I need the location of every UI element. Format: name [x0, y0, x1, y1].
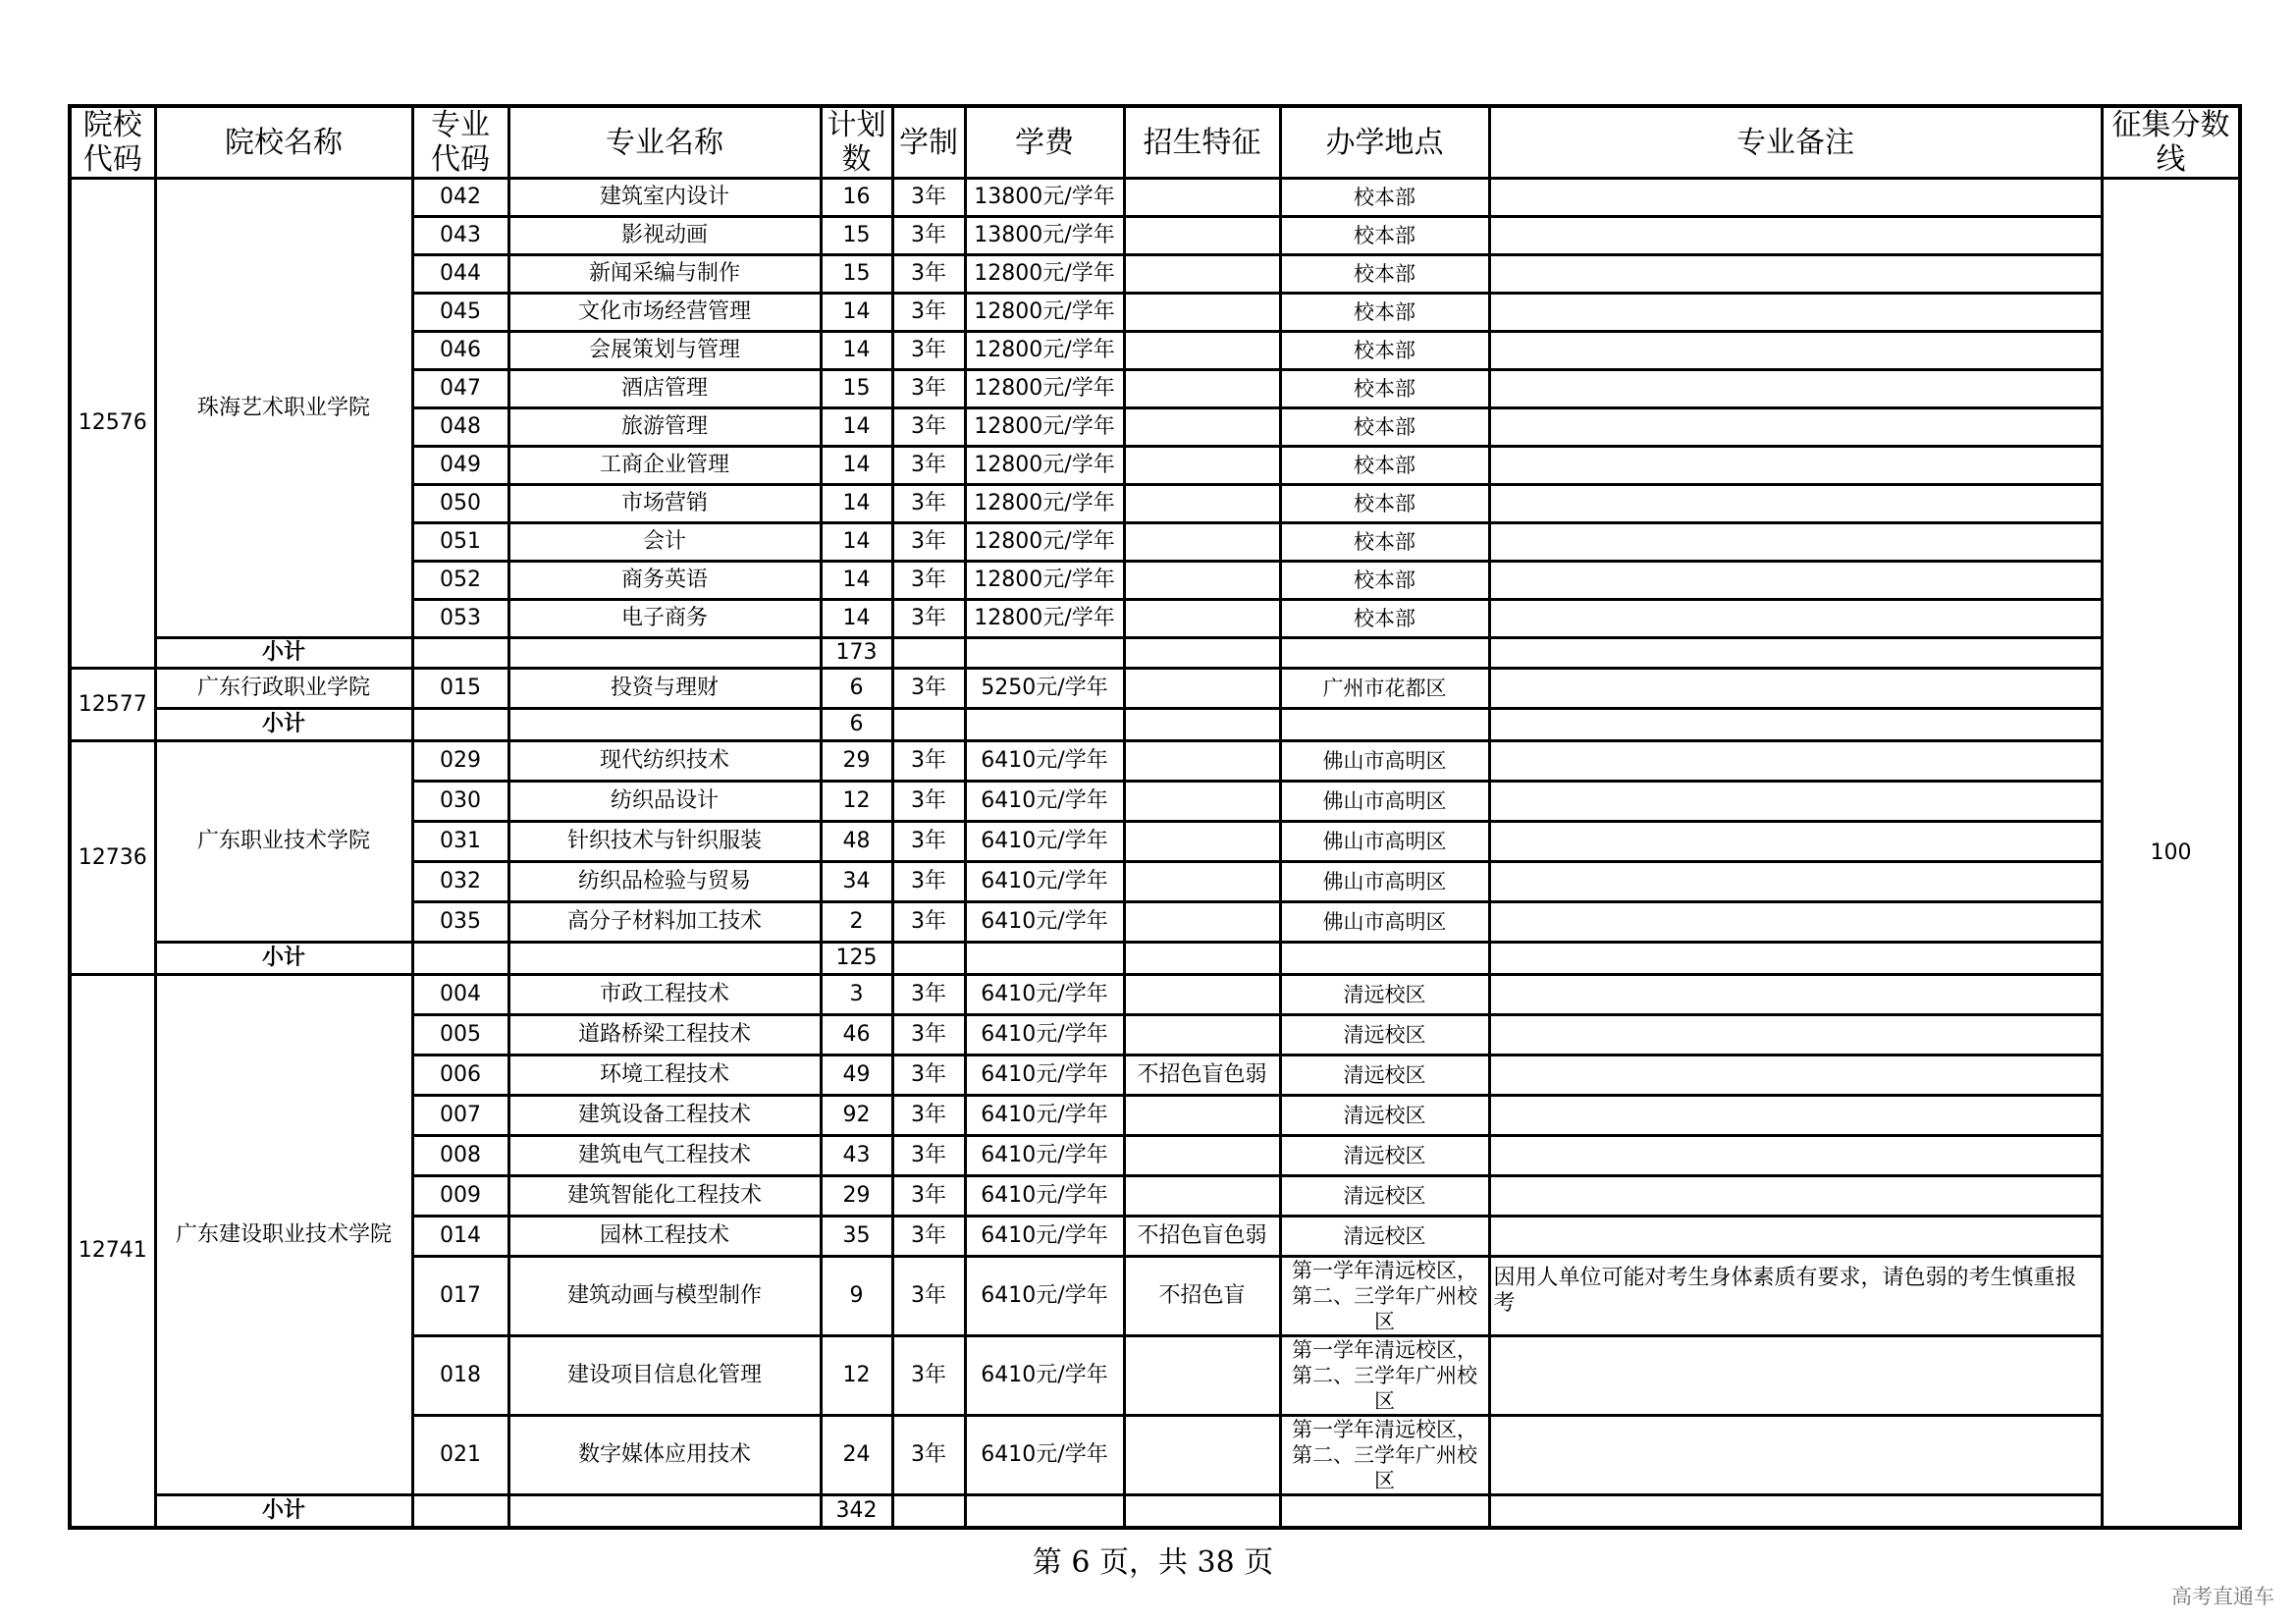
duration: 3年 — [892, 902, 965, 943]
empty-cell — [1124, 1495, 1280, 1529]
major-name: 商务英语 — [508, 562, 821, 600]
admission-feature — [1124, 822, 1280, 862]
admission-plan-table — [68, 104, 2242, 1530]
major-remark — [1489, 408, 2102, 447]
tuition-fee: 12800元/学年 — [965, 447, 1124, 485]
empty-cell — [508, 638, 821, 669]
empty-cell — [1124, 709, 1280, 741]
major-code: 043 — [412, 217, 508, 255]
campus-location: 校本部 — [1280, 179, 1489, 217]
plan-count: 29 — [821, 741, 892, 782]
campus-location: 校本部 — [1280, 294, 1489, 332]
tuition-fee: 6410元/学年 — [965, 862, 1124, 902]
duration: 3年 — [892, 217, 965, 255]
campus-location: 校本部 — [1280, 523, 1489, 562]
school-code: 12576 — [70, 179, 155, 669]
plan-count: 14 — [821, 523, 892, 562]
tuition-fee: 6410元/学年 — [965, 1176, 1124, 1217]
major-name: 园林工程技术 — [508, 1217, 821, 1257]
major-name: 文化市场经营管理 — [508, 294, 821, 332]
duration: 3年 — [892, 255, 965, 294]
campus-location: 校本部 — [1280, 217, 1489, 255]
table-row — [70, 975, 2240, 1015]
duration: 3年 — [892, 1176, 965, 1217]
tuition-fee: 13800元/学年 — [965, 179, 1124, 217]
table-row — [70, 179, 2240, 217]
campus-location: 清远校区 — [1280, 1136, 1489, 1176]
empty-cell — [412, 943, 508, 975]
plan-count: 14 — [821, 447, 892, 485]
major-remark — [1489, 332, 2102, 370]
school-name: 广东建设职业技术学院 — [155, 975, 412, 1495]
campus-location: 校本部 — [1280, 600, 1489, 638]
page-content — [68, 104, 2238, 1581]
header-fee: 学费 — [965, 106, 1124, 179]
major-name: 电子商务 — [508, 600, 821, 638]
duration: 3年 — [892, 1257, 965, 1336]
duration: 3年 — [892, 447, 965, 485]
subtotal-label: 小计 — [155, 709, 412, 741]
tuition-fee: 6410元/学年 — [965, 1217, 1124, 1257]
major-code: 008 — [412, 1136, 508, 1176]
major-remark — [1489, 902, 2102, 943]
empty-cell — [892, 638, 965, 669]
header-location: 办学地点 — [1280, 106, 1489, 179]
empty-cell — [508, 709, 821, 741]
empty-cell — [965, 709, 1124, 741]
admission-feature — [1124, 1416, 1280, 1495]
admission-feature: 不招色盲 — [1124, 1257, 1280, 1336]
subtotal-row — [70, 943, 2240, 975]
major-name: 数字媒体应用技术 — [508, 1416, 821, 1495]
major-code: 045 — [412, 294, 508, 332]
campus-location: 第一学年清远校区，第二、三学年广州校区 — [1280, 1416, 1489, 1495]
tuition-fee: 6410元/学年 — [965, 1136, 1124, 1176]
major-remark — [1489, 862, 2102, 902]
campus-location: 清远校区 — [1280, 1015, 1489, 1056]
duration: 3年 — [892, 975, 965, 1015]
campus-location: 佛山市高明区 — [1280, 741, 1489, 782]
plan-count: 48 — [821, 822, 892, 862]
major-code: 051 — [412, 523, 508, 562]
school-name: 广东行政职业学院 — [155, 669, 412, 709]
empty-cell — [1489, 638, 2102, 669]
duration: 3年 — [892, 1096, 965, 1136]
plan-count: 14 — [821, 562, 892, 600]
subtotal-row — [70, 638, 2240, 669]
page-number: 第 6 页，共 38 页 — [1032, 1545, 1274, 1580]
header-major-name: 专业名称 — [508, 106, 821, 179]
admission-feature — [1124, 1336, 1280, 1416]
subtotal-label: 小计 — [155, 638, 412, 669]
empty-cell — [1124, 638, 1280, 669]
major-remark — [1489, 562, 2102, 600]
table-body — [70, 179, 2240, 1529]
major-name: 现代纺织技术 — [508, 741, 821, 782]
duration: 3年 — [892, 782, 965, 822]
major-code: 007 — [412, 1096, 508, 1136]
major-remark — [1489, 255, 2102, 294]
major-code: 014 — [412, 1217, 508, 1257]
plan-count: 24 — [821, 1416, 892, 1495]
plan-count: 12 — [821, 782, 892, 822]
empty-cell — [1489, 709, 2102, 741]
tuition-fee: 6410元/学年 — [965, 822, 1124, 862]
major-name: 高分子材料加工技术 — [508, 902, 821, 943]
campus-location: 清远校区 — [1280, 1217, 1489, 1257]
plan-count: 6 — [821, 669, 892, 709]
duration: 3年 — [892, 822, 965, 862]
duration: 3年 — [892, 523, 965, 562]
admission-feature — [1124, 294, 1280, 332]
plan-count: 46 — [821, 1015, 892, 1056]
campus-location: 广州市花都区 — [1280, 669, 1489, 709]
empty-cell — [892, 1495, 965, 1529]
subtotal-plan: 125 — [821, 943, 892, 975]
plan-count: 16 — [821, 179, 892, 217]
score-line: 100 — [2102, 179, 2240, 1529]
major-code: 021 — [412, 1416, 508, 1495]
admission-feature — [1124, 255, 1280, 294]
major-code: 006 — [412, 1056, 508, 1096]
empty-cell — [412, 638, 508, 669]
duration: 3年 — [892, 1336, 965, 1416]
tuition-fee: 12800元/学年 — [965, 255, 1124, 294]
campus-location: 校本部 — [1280, 255, 1489, 294]
plan-count: 3 — [821, 975, 892, 1015]
major-name: 建筑设备工程技术 — [508, 1096, 821, 1136]
major-code: 029 — [412, 741, 508, 782]
major-name: 旅游管理 — [508, 408, 821, 447]
major-remark — [1489, 741, 2102, 782]
campus-location: 校本部 — [1280, 562, 1489, 600]
tuition-fee: 12800元/学年 — [965, 370, 1124, 408]
plan-count: 15 — [821, 255, 892, 294]
tuition-fee: 12800元/学年 — [965, 562, 1124, 600]
major-remark — [1489, 600, 2102, 638]
tuition-fee: 6410元/学年 — [965, 902, 1124, 943]
duration: 3年 — [892, 294, 965, 332]
major-remark — [1489, 1416, 2102, 1495]
subtotal-plan: 173 — [821, 638, 892, 669]
major-name: 建筑电气工程技术 — [508, 1136, 821, 1176]
tuition-fee: 12800元/学年 — [965, 294, 1124, 332]
tuition-fee: 13800元/学年 — [965, 217, 1124, 255]
tuition-fee: 6410元/学年 — [965, 1015, 1124, 1056]
major-remark — [1489, 975, 2102, 1015]
major-code: 048 — [412, 408, 508, 447]
major-remark — [1489, 485, 2102, 523]
plan-count: 92 — [821, 1096, 892, 1136]
duration: 3年 — [892, 332, 965, 370]
duration: 3年 — [892, 862, 965, 902]
empty-cell — [1124, 943, 1280, 975]
tuition-fee: 12800元/学年 — [965, 600, 1124, 638]
campus-location: 佛山市高明区 — [1280, 782, 1489, 822]
admission-feature — [1124, 1176, 1280, 1217]
major-name: 投资与理财 — [508, 669, 821, 709]
campus-location: 佛山市高明区 — [1280, 862, 1489, 902]
empty-cell — [412, 709, 508, 741]
header-remark: 专业备注 — [1489, 106, 2102, 179]
major-remark — [1489, 1336, 2102, 1416]
campus-location: 清远校区 — [1280, 975, 1489, 1015]
major-code: 044 — [412, 255, 508, 294]
major-name: 新闻采编与制作 — [508, 255, 821, 294]
duration: 3年 — [892, 600, 965, 638]
header-duration: 学制 — [892, 106, 965, 179]
tuition-fee: 12800元/学年 — [965, 332, 1124, 370]
major-remark — [1489, 1217, 2102, 1257]
duration: 3年 — [892, 1056, 965, 1096]
plan-count: 2 — [821, 902, 892, 943]
major-remark — [1489, 523, 2102, 562]
duration: 3年 — [892, 485, 965, 523]
tuition-fee: 6410元/学年 — [965, 975, 1124, 1015]
empty-cell — [892, 709, 965, 741]
duration: 3年 — [892, 1015, 965, 1056]
tuition-fee: 12800元/学年 — [965, 485, 1124, 523]
header-score-line: 征集分数线 — [2102, 106, 2240, 179]
school-code: 12736 — [70, 741, 155, 975]
admission-feature — [1124, 600, 1280, 638]
major-code: 049 — [412, 447, 508, 485]
empty-cell — [1280, 943, 1489, 975]
admission-feature — [1124, 1096, 1280, 1136]
major-name: 市政工程技术 — [508, 975, 821, 1015]
tuition-fee: 12800元/学年 — [965, 523, 1124, 562]
admission-feature — [1124, 332, 1280, 370]
major-code: 032 — [412, 862, 508, 902]
major-code: 046 — [412, 332, 508, 370]
table-row — [70, 669, 2240, 709]
empty-cell — [1280, 709, 1489, 741]
plan-count: 9 — [821, 1257, 892, 1336]
major-name: 纺织品设计 — [508, 782, 821, 822]
watermark: 高考直通车 — [2171, 1585, 2274, 1608]
major-remark — [1489, 822, 2102, 862]
plan-count: 14 — [821, 485, 892, 523]
major-remark — [1489, 1136, 2102, 1176]
tuition-fee: 6410元/学年 — [965, 1096, 1124, 1136]
admission-feature — [1124, 975, 1280, 1015]
campus-location: 佛山市高明区 — [1280, 822, 1489, 862]
major-remark — [1489, 1096, 2102, 1136]
admission-feature: 不招色盲色弱 — [1124, 1056, 1280, 1096]
campus-location: 佛山市高明区 — [1280, 902, 1489, 943]
duration: 3年 — [892, 408, 965, 447]
major-remark — [1489, 782, 2102, 822]
tuition-fee: 6410元/学年 — [965, 782, 1124, 822]
major-code: 042 — [412, 179, 508, 217]
empty-cell — [965, 1495, 1124, 1529]
admission-feature — [1124, 1136, 1280, 1176]
admission-feature — [1124, 217, 1280, 255]
major-code: 005 — [412, 1015, 508, 1056]
admission-feature — [1124, 562, 1280, 600]
major-remark — [1489, 217, 2102, 255]
major-name: 酒店管理 — [508, 370, 821, 408]
plan-count: 14 — [821, 408, 892, 447]
duration: 3年 — [892, 179, 965, 217]
tuition-fee: 6410元/学年 — [965, 1257, 1124, 1336]
major-name: 建筑智能化工程技术 — [508, 1176, 821, 1217]
tuition-fee: 6410元/学年 — [965, 1416, 1124, 1495]
duration: 3年 — [892, 1136, 965, 1176]
major-remark — [1489, 294, 2102, 332]
subtotal-label: 小计 — [155, 1495, 412, 1529]
tuition-fee: 6410元/学年 — [965, 1056, 1124, 1096]
header-major-code: 专业代码 — [412, 106, 508, 179]
major-code: 009 — [412, 1176, 508, 1217]
tuition-fee: 6410元/学年 — [965, 741, 1124, 782]
major-name: 建筑室内设计 — [508, 179, 821, 217]
school-name: 珠海艺术职业学院 — [155, 179, 412, 638]
tuition-fee: 12800元/学年 — [965, 408, 1124, 447]
plan-count: 49 — [821, 1056, 892, 1096]
major-name: 环境工程技术 — [508, 1056, 821, 1096]
major-code: 031 — [412, 822, 508, 862]
empty-cell — [1489, 1495, 2102, 1529]
major-name: 针织技术与针织服装 — [508, 822, 821, 862]
campus-location: 第一学年清远校区，第二、三学年广州校区 — [1280, 1336, 1489, 1416]
major-code: 053 — [412, 600, 508, 638]
major-name: 建设项目信息化管理 — [508, 1336, 821, 1416]
plan-count: 15 — [821, 370, 892, 408]
plan-count: 14 — [821, 294, 892, 332]
duration: 3年 — [892, 370, 965, 408]
campus-location: 清远校区 — [1280, 1176, 1489, 1217]
duration: 3年 — [892, 741, 965, 782]
campus-location: 校本部 — [1280, 370, 1489, 408]
admission-feature — [1124, 669, 1280, 709]
duration: 3年 — [892, 1416, 965, 1495]
empty-cell — [965, 943, 1124, 975]
campus-location: 第一学年清远校区，第二、三学年广州校区 — [1280, 1257, 1489, 1336]
table-header-row — [70, 106, 2240, 179]
major-remark — [1489, 1015, 2102, 1056]
major-code: 004 — [412, 975, 508, 1015]
empty-cell — [892, 943, 965, 975]
empty-cell — [1489, 943, 2102, 975]
major-name: 道路桥梁工程技术 — [508, 1015, 821, 1056]
subtotal-plan: 342 — [821, 1495, 892, 1529]
major-code: 050 — [412, 485, 508, 523]
admission-feature: 不招色盲色弱 — [1124, 1217, 1280, 1257]
plan-count: 35 — [821, 1217, 892, 1257]
campus-location: 校本部 — [1280, 485, 1489, 523]
major-remark — [1489, 370, 2102, 408]
subtotal-row — [70, 709, 2240, 741]
major-name: 会计 — [508, 523, 821, 562]
subtotal-plan: 6 — [821, 709, 892, 741]
major-code: 015 — [412, 669, 508, 709]
subtotal-label: 小计 — [155, 943, 412, 975]
major-remark — [1489, 1056, 2102, 1096]
major-remark — [1489, 669, 2102, 709]
major-code: 047 — [412, 370, 508, 408]
admission-feature — [1124, 782, 1280, 822]
plan-count: 29 — [821, 1176, 892, 1217]
campus-location: 校本部 — [1280, 408, 1489, 447]
empty-cell — [965, 638, 1124, 669]
plan-count: 14 — [821, 600, 892, 638]
major-remark: 因用人单位可能对考生身体素质有要求，请色弱的考生慎重报考 — [1489, 1257, 2102, 1336]
school-name: 广东职业技术学院 — [155, 741, 412, 943]
major-code: 017 — [412, 1257, 508, 1336]
school-code: 12741 — [70, 975, 155, 1529]
header-plan: 计划数 — [821, 106, 892, 179]
plan-count: 15 — [821, 217, 892, 255]
admission-feature — [1124, 485, 1280, 523]
empty-cell — [1280, 1495, 1489, 1529]
duration: 3年 — [892, 669, 965, 709]
admission-feature — [1124, 523, 1280, 562]
campus-location: 校本部 — [1280, 332, 1489, 370]
tuition-fee: 5250元/学年 — [965, 669, 1124, 709]
empty-cell — [508, 943, 821, 975]
plan-count: 12 — [821, 1336, 892, 1416]
major-remark — [1489, 447, 2102, 485]
admission-feature — [1124, 447, 1280, 485]
table-row — [70, 741, 2240, 782]
major-code: 030 — [412, 782, 508, 822]
admission-feature — [1124, 741, 1280, 782]
duration: 3年 — [892, 1217, 965, 1257]
major-code: 052 — [412, 562, 508, 600]
admission-feature — [1124, 370, 1280, 408]
header-feature: 招生特征 — [1124, 106, 1280, 179]
header-school-name: 院校名称 — [155, 106, 412, 179]
duration: 3年 — [892, 562, 965, 600]
empty-cell — [1280, 638, 1489, 669]
major-name: 市场营销 — [508, 485, 821, 523]
subtotal-row — [70, 1495, 2240, 1529]
campus-location: 清远校区 — [1280, 1096, 1489, 1136]
tuition-fee: 6410元/学年 — [965, 1336, 1124, 1416]
major-name: 影视动画 — [508, 217, 821, 255]
empty-cell — [508, 1495, 821, 1529]
major-remark — [1489, 179, 2102, 217]
campus-location: 校本部 — [1280, 447, 1489, 485]
plan-count: 14 — [821, 332, 892, 370]
school-code: 12577 — [70, 669, 155, 741]
admission-feature — [1124, 408, 1280, 447]
admission-feature — [1124, 179, 1280, 217]
header-school-code: 院校代码 — [70, 106, 155, 179]
plan-count: 34 — [821, 862, 892, 902]
major-name: 工商企业管理 — [508, 447, 821, 485]
admission-feature — [1124, 862, 1280, 902]
campus-location: 清远校区 — [1280, 1056, 1489, 1096]
admission-feature — [1124, 1015, 1280, 1056]
empty-cell — [412, 1495, 508, 1529]
major-name: 纺织品检验与贸易 — [508, 862, 821, 902]
major-remark — [1489, 1176, 2102, 1217]
major-code: 035 — [412, 902, 508, 943]
major-code: 018 — [412, 1336, 508, 1416]
major-name: 建筑动画与模型制作 — [508, 1257, 821, 1336]
major-name: 会展策划与管理 — [508, 332, 821, 370]
admission-feature — [1124, 902, 1280, 943]
plan-count: 43 — [821, 1136, 892, 1176]
